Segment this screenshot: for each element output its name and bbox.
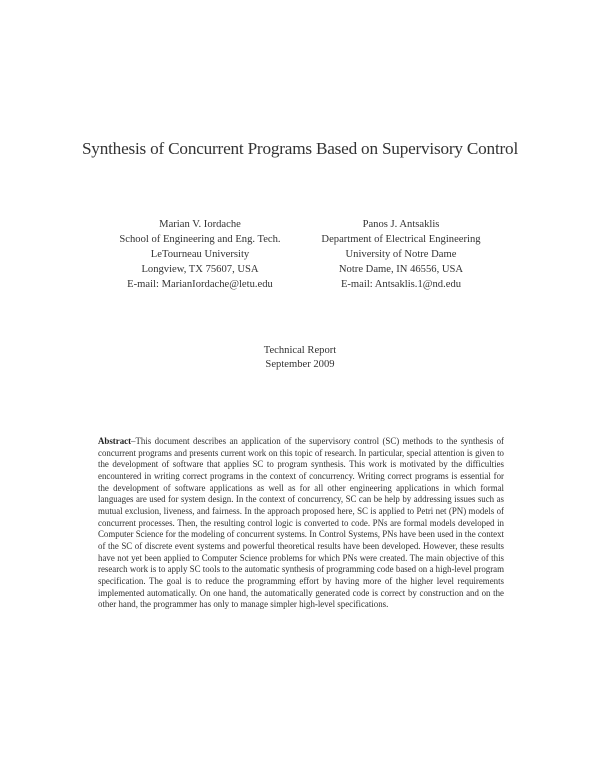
author-university: LeTourneau University [150,249,250,260]
author-department: School of Engineering and Eng. Tech. [119,234,281,245]
abstract [98,436,504,611]
author-name: Panos J. Antsaklis [362,219,440,230]
report-info [0,344,600,372]
author-email: E-mail: MarianIordache@letu.edu [127,279,273,290]
abstract-text: This document describes an application of the supervisory control (SC) methods to the synthesis of concurrent programs and presents current work on this topic of research. In particular, special attention is given to the development of software that applies SC to program synthesis. This work is motivated by the difficulties encountered in writing correct programs in the context of concurrency. Writing correct programs is essential for the development of software applications as well as for all other engineering applications in which formal languages are used for system design. In the context of concurrency, SC can be help by addressing issues such as mutual exclusion, liveness, and fairness. In the approach proposed here, SC is applied to Petri net (PN) models of concurrent processes. Then, the resulting control logic is converted to code. PNs are formal models developed in Computer Science for the modeling of concurrent systems. In Control Systems, PNs have been used in the context of the SC of discrete event systems and powerful theoretical results have been developed. However, these results have not yet been applied to Computer Science problems for which PNs were created. The main objective of this research work is to apply SC tools to the automatic synthesis of programming code based on a high-level program specification. The goal is to reduce the programming effort by having more of the higher level requirements implemented automatically. On one hand, the automatically generated code is correct by construction and on the other hand, the programmer has only to manage simpler high-level specifications. [98,436,504,610]
author-location: Notre Dame, IN 46556, USA [338,264,464,275]
author-department: Department of Electrical Engineering [321,234,481,245]
report-type: Technical Report [263,345,337,356]
author-location: Longview, TX 75607, USA [141,264,259,275]
author-university: University of Notre Dame [345,249,457,260]
author-name: Marian V. Iordache [159,219,241,230]
author-email: E-mail: Antsaklis.1@nd.edu [340,279,462,290]
author-block-antsaklis [298,217,504,292]
report-date: September 2009 [265,359,335,370]
abstract-dash: – [131,436,136,446]
abstract-label: Abstract [98,436,132,446]
paper-title: Synthesis of Concurrent Programs Based on Supervisory Control [81,139,519,158]
author-block-iordache [96,217,304,292]
